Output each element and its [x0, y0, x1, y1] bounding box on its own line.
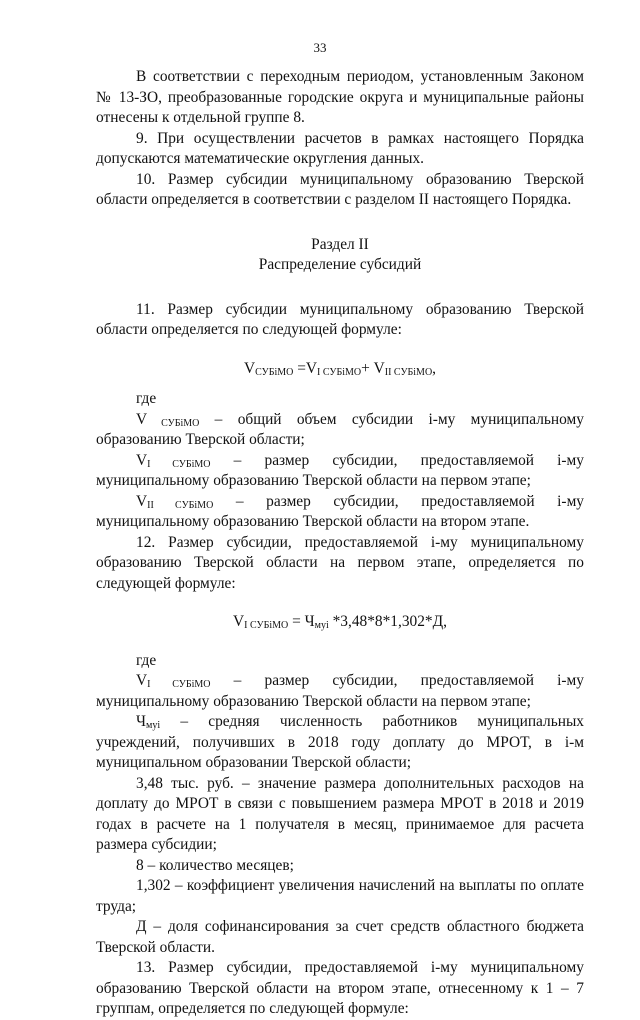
paragraph-9: 9. При осуществлении расчетов в рамках настоящего Порядка допускаются математические округления данных. — [96, 129, 584, 167]
section-subtitle: Распределение субсидий — [258, 256, 422, 273]
definition-v-second-stage: $V_{II СУБiМО}$ – размер субсидии, предоставляемой i-му муниципальному образованию Тверской области на втором этапе. — [96, 492, 584, 530]
where-label-1: где — [136, 390, 157, 407]
definition-v-first-stage: $V_{I СУБiМО}$ – размер субсидии, предоставляемой i-му муниципальному образованию Тверской области на первом этапе; — [96, 451, 584, 489]
definition-months: 8 – количество месяцев; — [136, 856, 294, 874]
definition-coefficient: 1,302 – коэффициент увеличения начислений на выплаты по оплате труда; — [96, 877, 584, 915]
paragraph-11: 11. Размер субсидии муниципальному образованию Тверской области определяется по следующей формуле: — [96, 300, 584, 338]
document-body — [96, 67, 584, 1020]
where-label-2: где — [136, 651, 157, 669]
definition-v-first-stage-2: $V_{I СУБiМО}$ – размер субсидии, предоставляемой i-му муниципальному образованию Тверской области на первом этапе; — [96, 672, 584, 710]
paragraph-transition: В соответствии с переходным периодом, установленным Законом № 13-ЗО, преобразованные городские округа и муниципальные районы отнесены к отдельной группе 8. — [96, 68, 584, 126]
section-title: Раздел II — [311, 235, 369, 253]
definition-share: Д – доля софинансирования за счет средств областного бюджета Тверской области. — [96, 918, 584, 956]
page-number: 33 — [313, 40, 327, 55]
paragraph-13: 13. Размер субсидии, предоставляемой i-му муниципальному образованию Тверской области на втором этапе, отнесенному к 1 – 7 группам, определяется по следующей формуле: — [96, 959, 584, 1017]
definition-workers-count: $Ч_{муi}$ – средняя численность работников муниципальных учреждений, получивших в 2018 году доплату до МРОТ, в i-м муниципальном образовании Тверской области; — [96, 713, 584, 771]
definition-v-total: V $_{СУБiМО}$ – общий объем субсидии i-му муниципальному образованию Тверской области; — [96, 410, 584, 448]
formula-total-subsidy: $V_{СУБiМО} =V_{I СУБiМО}+ V_{II СУБiМО}$, — [243, 359, 437, 378]
formula-first-stage: $V_{I СУБiМО} = Ч_{муi}$ *3,48*8*1,302*Д, — [233, 613, 447, 631]
definition-additional-cost: 3,48 тыс. руб. – значение размера дополнительных расходов на доплату до МРОТ в связи с повышением размера МРОТ в 2018 и 2019 годах в расчете на 1 получателя в месяц, принимаемое для расчета размера субсидии; — [96, 774, 584, 853]
paragraph-12: 12. Размер субсидии, предоставляемой i-му муниципальному образованию Тверской области на первом этапе, определяется по следующей формуле: — [96, 533, 584, 592]
paragraph-10: 10. Размер субсидии муниципальному образованию Тверской области определяется в соответствии с разделом II настоящего Порядка. — [96, 170, 584, 208]
